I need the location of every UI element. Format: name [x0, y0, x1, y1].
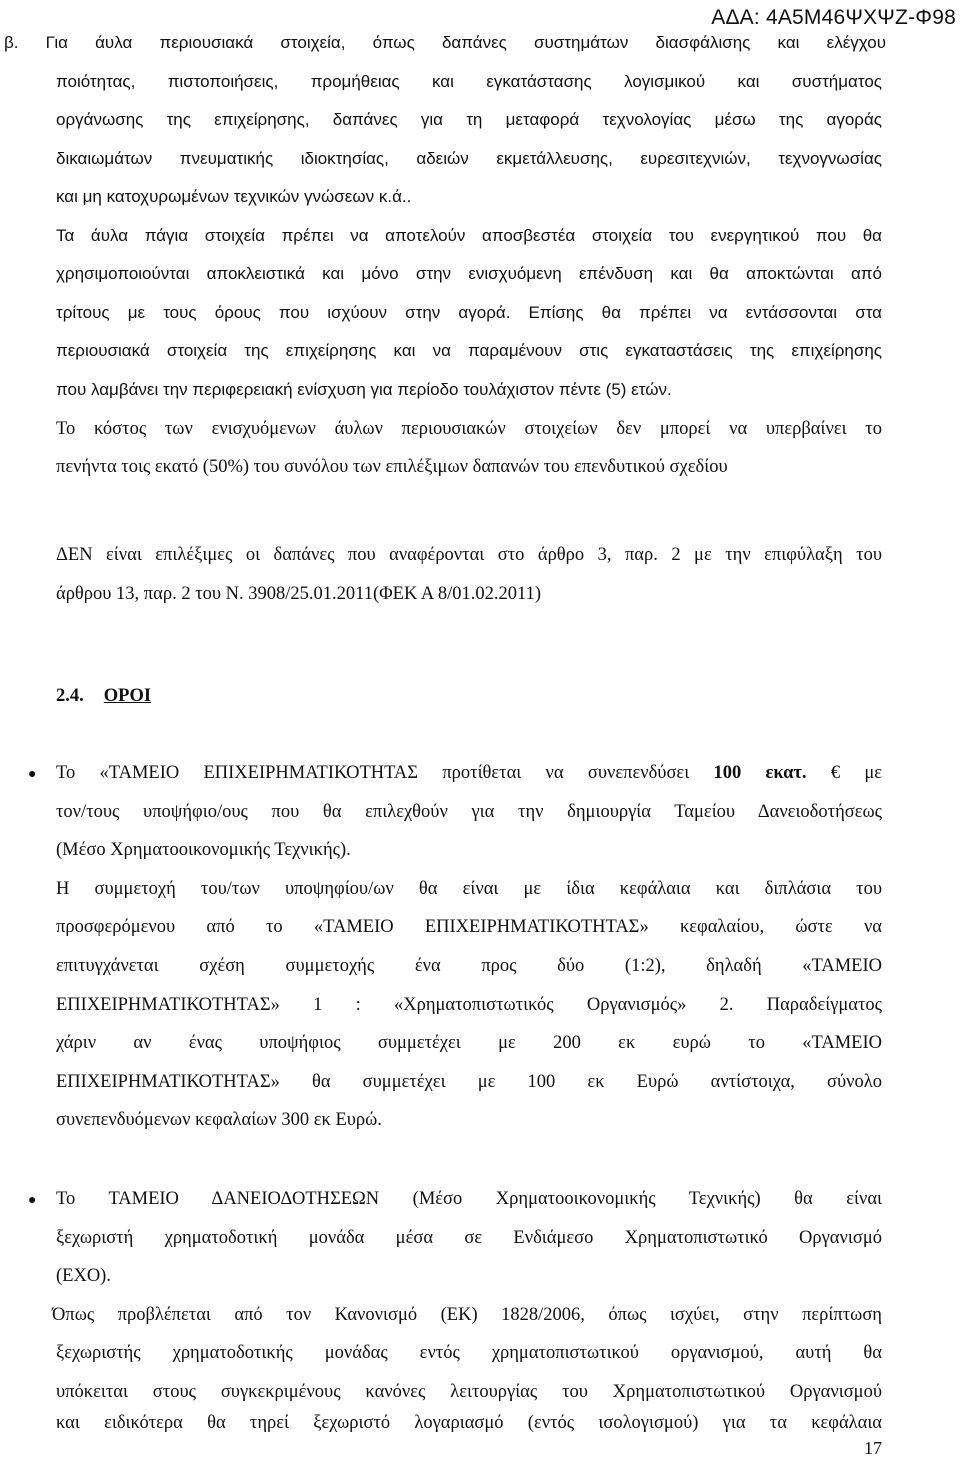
text-line: Το «ΤΑΜΕΙΟ ΕΠΙΧΕΙΡΗΜΑΤΙΚΟΤΗΤΑΣ προτίθεται να συνεπενδύσει 100 εκατ. € με	[56, 763, 883, 783]
text-line: ποιότητας, πιστοποιήσεις, προμήθειας και εγκατάστασης λογισμικού και συστήματος	[56, 72, 882, 91]
text-line: Το κόστος των ενισχυόμενων άυλων περιουσιακών στοιχείων δεν μπορεί να υπερβαίνει το	[56, 419, 882, 439]
page-number: 17	[864, 1438, 882, 1458]
text-line: χάριν αν ένας υποψήφιος συμμετέχει με 200 εκ ευρώ το «ΤΑΜΕΙΟ	[56, 1033, 882, 1053]
section-heading	[56, 677, 151, 716]
text-line: ξεχωριστή χρηματοδοτική μονάδα μέσα σε Ενδιάμεσο Χρηματοπιστωτικό Οργανισμό	[56, 1228, 882, 1248]
text-line: προσφερόμενου από το «ΤΑΜΕΙΟ ΕΠΙΧΕΙΡΗΜΑΤΙΚΟΤΗΤΑΣ» κεφαλαίου, ώστε να	[56, 917, 882, 937]
bullet-icon: ●	[28, 765, 37, 781]
section-number: 2.4.	[56, 686, 84, 706]
text-line: οργάνωσης της επιχείρησης, δαπάνες για τη μεταφορά τεχνολογίας μέσω της αγοράς	[56, 110, 882, 129]
text-line: ΔΕΝ είναι επιλέξιμες οι δαπάνες που αναφέρονται στο άρθρο 3, παρ. 2 με την επιφύλαξη του	[56, 545, 882, 565]
text-line: (Μέσο Χρηματοοικονομικής Τεχνικής).	[56, 840, 351, 860]
text-line: τρίτους με τους όρους που ισχύουν στην αγορά. Επίσης θα πρέπει να εντάσσονται στα	[56, 303, 882, 322]
text-line: ΕΠΙΧΕΙΡΗΜΑΤΙΚΟΤΗΤΑΣ» 1 : «Χρηματοπιστωτικός Οργανισμός» 2. Παραδείγματος	[56, 995, 882, 1015]
text-line: Όπως προβλέπεται από τον Κανονισμό (ΕΚ) 1828/2006, όπως ισχύει, στην περίπτωση	[52, 1305, 882, 1325]
text-line: άρθρου 13, παρ. 2 του Ν. 3908/25.01.2011(ΦΕΚ Α 8/01.02.2011)	[56, 584, 542, 604]
text-line: β. Για άυλα περιουσιακά στοιχεία, όπως δαπάνες συστημάτων διασφάλισης και ελέγχου	[4, 33, 886, 52]
bullet-icon: ●	[28, 1191, 37, 1207]
text-line: υπόκειται στους συγκεκριμένους κανόνες λειτουργίας του Χρηματοπιστωτικού Οργανισμού	[56, 1382, 882, 1402]
text-line: και ειδικότερα θα τηρεί ξεχωριστό λογαριασμό (εντός ισολογισμού) για τα κεφάλαια	[56, 1413, 882, 1433]
text-line: περιουσιακά στοιχεία της επιχείρησης και να παραμένουν στις εγκαταστάσεις της επιχείρησης	[56, 341, 882, 360]
text-line: (ΕΧΟ).	[56, 1266, 111, 1286]
text-line: συνεπενδυόμενων κεφαλαίων 300 εκ Ευρώ.	[56, 1110, 382, 1130]
text-line: πενήντα τοις εκατό (50%) του συνόλου των επιλέξιμων δαπανών του επενδυτικού σχεδίου	[56, 457, 728, 477]
text-line: που λαμβάνει την περιφερειακή ενίσχυση για περίοδο τουλάχιστον πέντε (5) ετών.	[56, 380, 672, 399]
text-line: ΕΠΙΧΕΙΡΗΜΑΤΙΚΟΤΗΤΑΣ» θα συμμετέχει με 100 εκ Ευρώ αντίστοιχα, σύνολο	[56, 1072, 882, 1092]
text-line: ξεχωριστής χρηματοδοτικής μονάδας εντός χρηματοπιστωτικού οργανισμού, αυτή θα	[56, 1343, 882, 1363]
text-line: χρησιμοποιούνται αποκλειστικά και μόνο στην ενισχυόμενη επένδυση και θα αποκτώνται από	[56, 264, 882, 283]
text-line: δικαιωμάτων πνευματικής ιδιοκτησίας, αδειών εκμετάλλευσης, ευρεσιτεχνιών, τεχνογνωσίας	[56, 149, 882, 168]
text-line: επιτυγχάνεται σχέση συμμετοχής ένα προς δύο (1:2), δηλαδή «ΤΑΜΕΙΟ	[56, 956, 882, 976]
text-line: τον/τους υποψήφιο/ους που θα επιλεχθούν για την δημιουργία Ταμείου Δανειοδοτήσεως	[56, 802, 882, 822]
text-line: Η συμμετοχή του/των υποψηφίου/ων θα είναι με ίδια κεφάλαια και διπλάσια του	[56, 879, 882, 899]
text-line: Τα άυλα πάγια στοιχεία πρέπει να αποτελούν αποσβεστέα στοιχεία του ενεργητικού που θα	[56, 226, 882, 245]
text-line: και μη κατοχυρωμένων τεχνικών γνώσεων κ.ά..	[56, 187, 412, 206]
section-title: ΟΡΟΙ	[103, 686, 152, 706]
text-line: Το ΤΑΜΕΙΟ ΔΑΝΕΙΟΔΟΤΗΣΕΩΝ (Μέσο Χρηματοοικονομικής Τεχνικής) θα είναι	[56, 1189, 882, 1209]
ada-code: ΑΔΑ: 4Α5Μ46ΨΧΨΖ-Φ98	[711, 6, 956, 29]
